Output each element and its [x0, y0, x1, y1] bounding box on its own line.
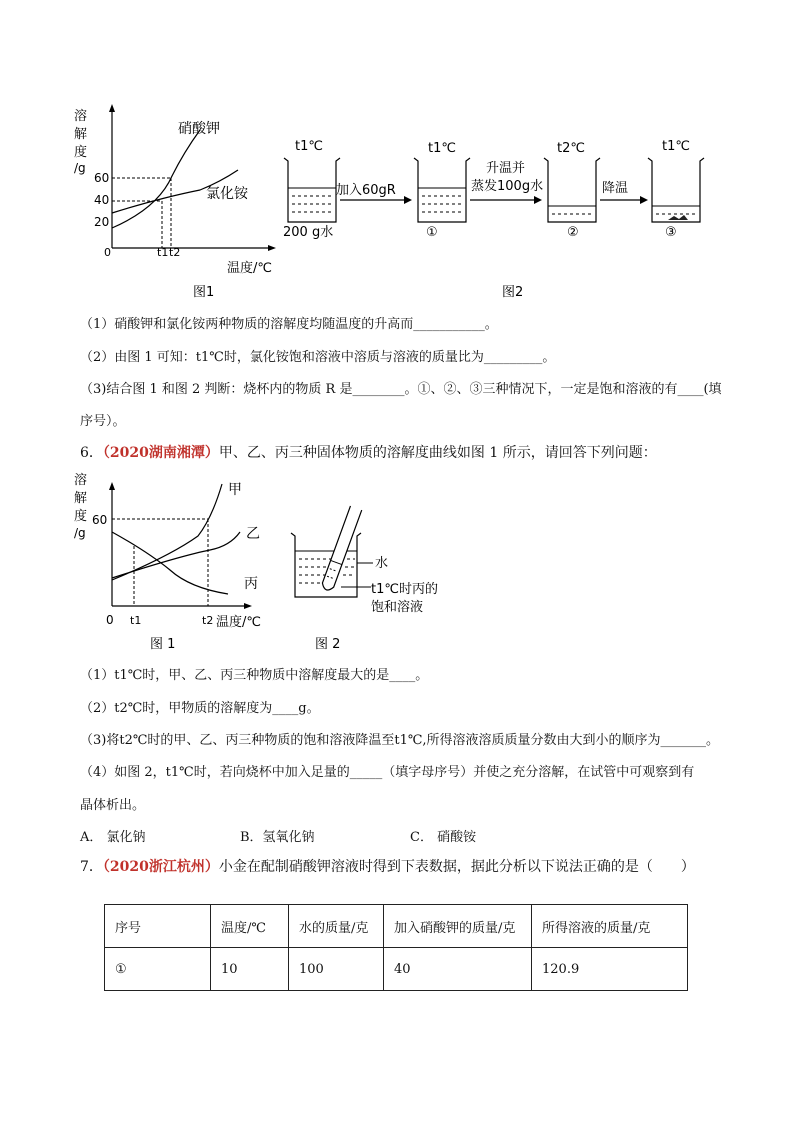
q7-source: （2020浙江杭州） — [102, 859, 219, 875]
fig2-arrow1-label: 加入60gR — [336, 183, 396, 198]
fig1-curve-kno3 — [112, 130, 200, 228]
fig1-tick-t2: t2 — [169, 246, 181, 259]
table-cell: 100 — [289, 948, 384, 991]
fig1-tick-t1: t1 — [157, 246, 169, 259]
fig1-tick-40: 40 — [94, 193, 110, 207]
q6-option-c: C． 硝酸铵 — [410, 830, 477, 845]
q6-option-b: B．氢氧化钠 — [240, 830, 315, 845]
fig1-tick-60: 60 — [94, 171, 110, 185]
fig1-solubility-chart — [60, 100, 290, 300]
q6-fig1-curve-jia — [112, 484, 222, 580]
fig1-ylabel-2: 解 — [74, 127, 88, 142]
q6-fig1-ylabel-1: 溶 — [74, 473, 88, 488]
table-header-cell: 序号 — [105, 905, 211, 948]
q6-fig2-beaker-testtube — [285, 505, 465, 655]
fig1-label-kno3: 硝酸钾 — [178, 121, 220, 137]
fig2-temp-1: t1℃ — [295, 139, 323, 154]
fig1-label-nh4cl: 氯化铵 — [206, 186, 248, 202]
fig2-arrow2-label-1: 升温并 — [486, 161, 526, 176]
q7-number: 7． — [80, 859, 103, 875]
q6-fig1-ylabel-4: /g — [74, 526, 86, 540]
fig2-arrow3-label: 降温 — [602, 181, 629, 196]
q7-data-table — [104, 904, 688, 991]
q6-fig2-test-tube — [321, 506, 362, 592]
fig1-caption: 图1 — [193, 285, 215, 300]
q6-fig1-label-yi: 乙 — [246, 526, 260, 542]
q6-heading — [80, 442, 657, 462]
fig2-beaker-start — [284, 158, 340, 222]
fig2-state-3: ③ — [665, 225, 677, 240]
table-cell: 120.9 — [532, 948, 688, 991]
q6-sub4-line2: 晶体析出。 — [80, 798, 146, 813]
fig2-arrow2-label-2: 蒸发100g水 — [471, 179, 544, 194]
q6-fig1-curve-bing — [112, 532, 228, 594]
table-header-cell: 温度/℃ — [211, 905, 289, 948]
q6-sub2: （2）t2℃时，甲物质的溶解度为____g。 — [80, 701, 320, 716]
q7-heading — [80, 856, 695, 876]
fig2-arrowhead-3 — [640, 196, 648, 204]
q5-sub3-line2: 序号）。 — [80, 414, 126, 429]
q6-fig1-label-jia: 甲 — [228, 482, 242, 498]
fig2-caption: 图2 — [502, 285, 524, 300]
fig2-arrowhead-1 — [404, 196, 412, 204]
q6-fig1-tick-t2: t2 — [202, 614, 214, 627]
fig1-tick-20: 20 — [94, 215, 110, 229]
q6-fig1-solubility-chart — [60, 470, 290, 655]
q6-option-a: A． 氯化钠 — [80, 830, 146, 845]
fig2-arrowhead-2 — [534, 196, 542, 204]
q6-fig2-label-solution-1: t1℃时丙的 — [371, 582, 438, 597]
table-cell: 40 — [384, 948, 532, 991]
q6-fig1-y-arrow — [109, 482, 115, 490]
fig2-temp-2: t1℃ — [428, 141, 456, 156]
q5-sub2: （2）由图 1 可知：t1℃时，氯化铵饱和溶液中溶质与溶液的质量比为_________。 — [80, 350, 556, 365]
q7-stem: 小金在配制硝酸钾溶液时得到下表数据，据此分析以下说法正确的是（ ） — [218, 859, 695, 875]
table-cell: 10 — [211, 948, 289, 991]
fig2-temp-4: t1℃ — [662, 139, 690, 154]
fig1-xlabel: 温度/℃ — [227, 261, 272, 276]
q6-fig1-xlabel: 温度/℃ — [216, 615, 261, 630]
fig1-y-arrow — [109, 104, 115, 112]
fig1-ylabel-4: /g — [74, 161, 86, 175]
fig1-ylabel-3: 度 — [74, 145, 88, 160]
fig2-state-1: ① — [426, 225, 438, 240]
table-cell: ① — [105, 948, 211, 991]
q6-fig1-ylabel-2: 解 — [74, 491, 88, 506]
q6-fig1-curve-yi — [112, 532, 240, 578]
fig1-ylabel-1: 溶 — [74, 109, 88, 124]
q5-sub3-line1: （3)结合图 1 和图 2 判断：烧杯内的物质 R 是________。①、②、③三种情况下，一定是饱和溶液的有____(填 — [80, 382, 722, 397]
table-header-cell: 所得溶液的质量/克 — [532, 905, 688, 948]
fig2-temp-3: t2℃ — [557, 141, 585, 156]
fig2-state-2: ② — [567, 225, 579, 240]
q6-source: （2020湖南湘潭） — [102, 445, 219, 461]
q6-fig1-label-bing: 丙 — [244, 576, 258, 592]
table-row — [105, 948, 688, 991]
table-header-cell: 水的质量/克 — [289, 905, 384, 948]
q6-stem: 甲、乙、丙三种固体物质的溶解度曲线如图 1 所示，请回答下列问题： — [218, 445, 657, 461]
q6-fig2-label-water: 水 — [375, 556, 389, 571]
q6-fig1-x-arrow — [244, 603, 252, 609]
q6-sub4-line1: （4）如图 2，t1℃时，若向烧杯中加入足量的_____（填字母序号）并使之充分溶解，在试管中可观察到有 — [80, 765, 695, 780]
q6-fig2-label-solution-2: 饱和溶液 — [371, 600, 424, 615]
q6-sub1: （1）t1℃时，甲、乙、丙三种物质中溶解度最大的是____。 — [80, 668, 429, 683]
q6-fig2-caption: 图 2 — [315, 637, 341, 652]
q6-fig1-origin: 0 — [106, 613, 114, 627]
q6-fig1-ylabel-3: 度 — [74, 509, 88, 524]
q6-fig1-tick-60: 60 — [92, 513, 108, 527]
fig2-beaker-1 — [414, 158, 470, 222]
q6-fig1-caption: 图 1 — [150, 637, 176, 652]
q6-fig1-tick-t1: t1 — [130, 614, 142, 627]
q6-sub3: （3)将t2℃时的甲、乙、丙三种物质的饱和溶液降温至t1℃,所得溶液溶质质量分数由大到小的顺序为_______。 — [80, 733, 720, 748]
fig2-beaker-3 — [648, 158, 704, 222]
table-header-row — [105, 905, 688, 948]
table-header-cell: 加入硝酸钾的质量/克 — [384, 905, 532, 948]
fig2-start-label: 200 g水 — [283, 225, 334, 240]
q5-sub1: （1）硝酸钾和氯化铵两种物质的溶解度均随温度的升高而___________。 — [80, 317, 498, 332]
fig1-origin: 0 — [104, 246, 111, 259]
fig2-crystals — [668, 215, 688, 220]
q6-number: 6． — [80, 445, 103, 461]
fig2-beaker-2 — [544, 158, 600, 222]
fig2-beaker-process — [270, 130, 710, 300]
